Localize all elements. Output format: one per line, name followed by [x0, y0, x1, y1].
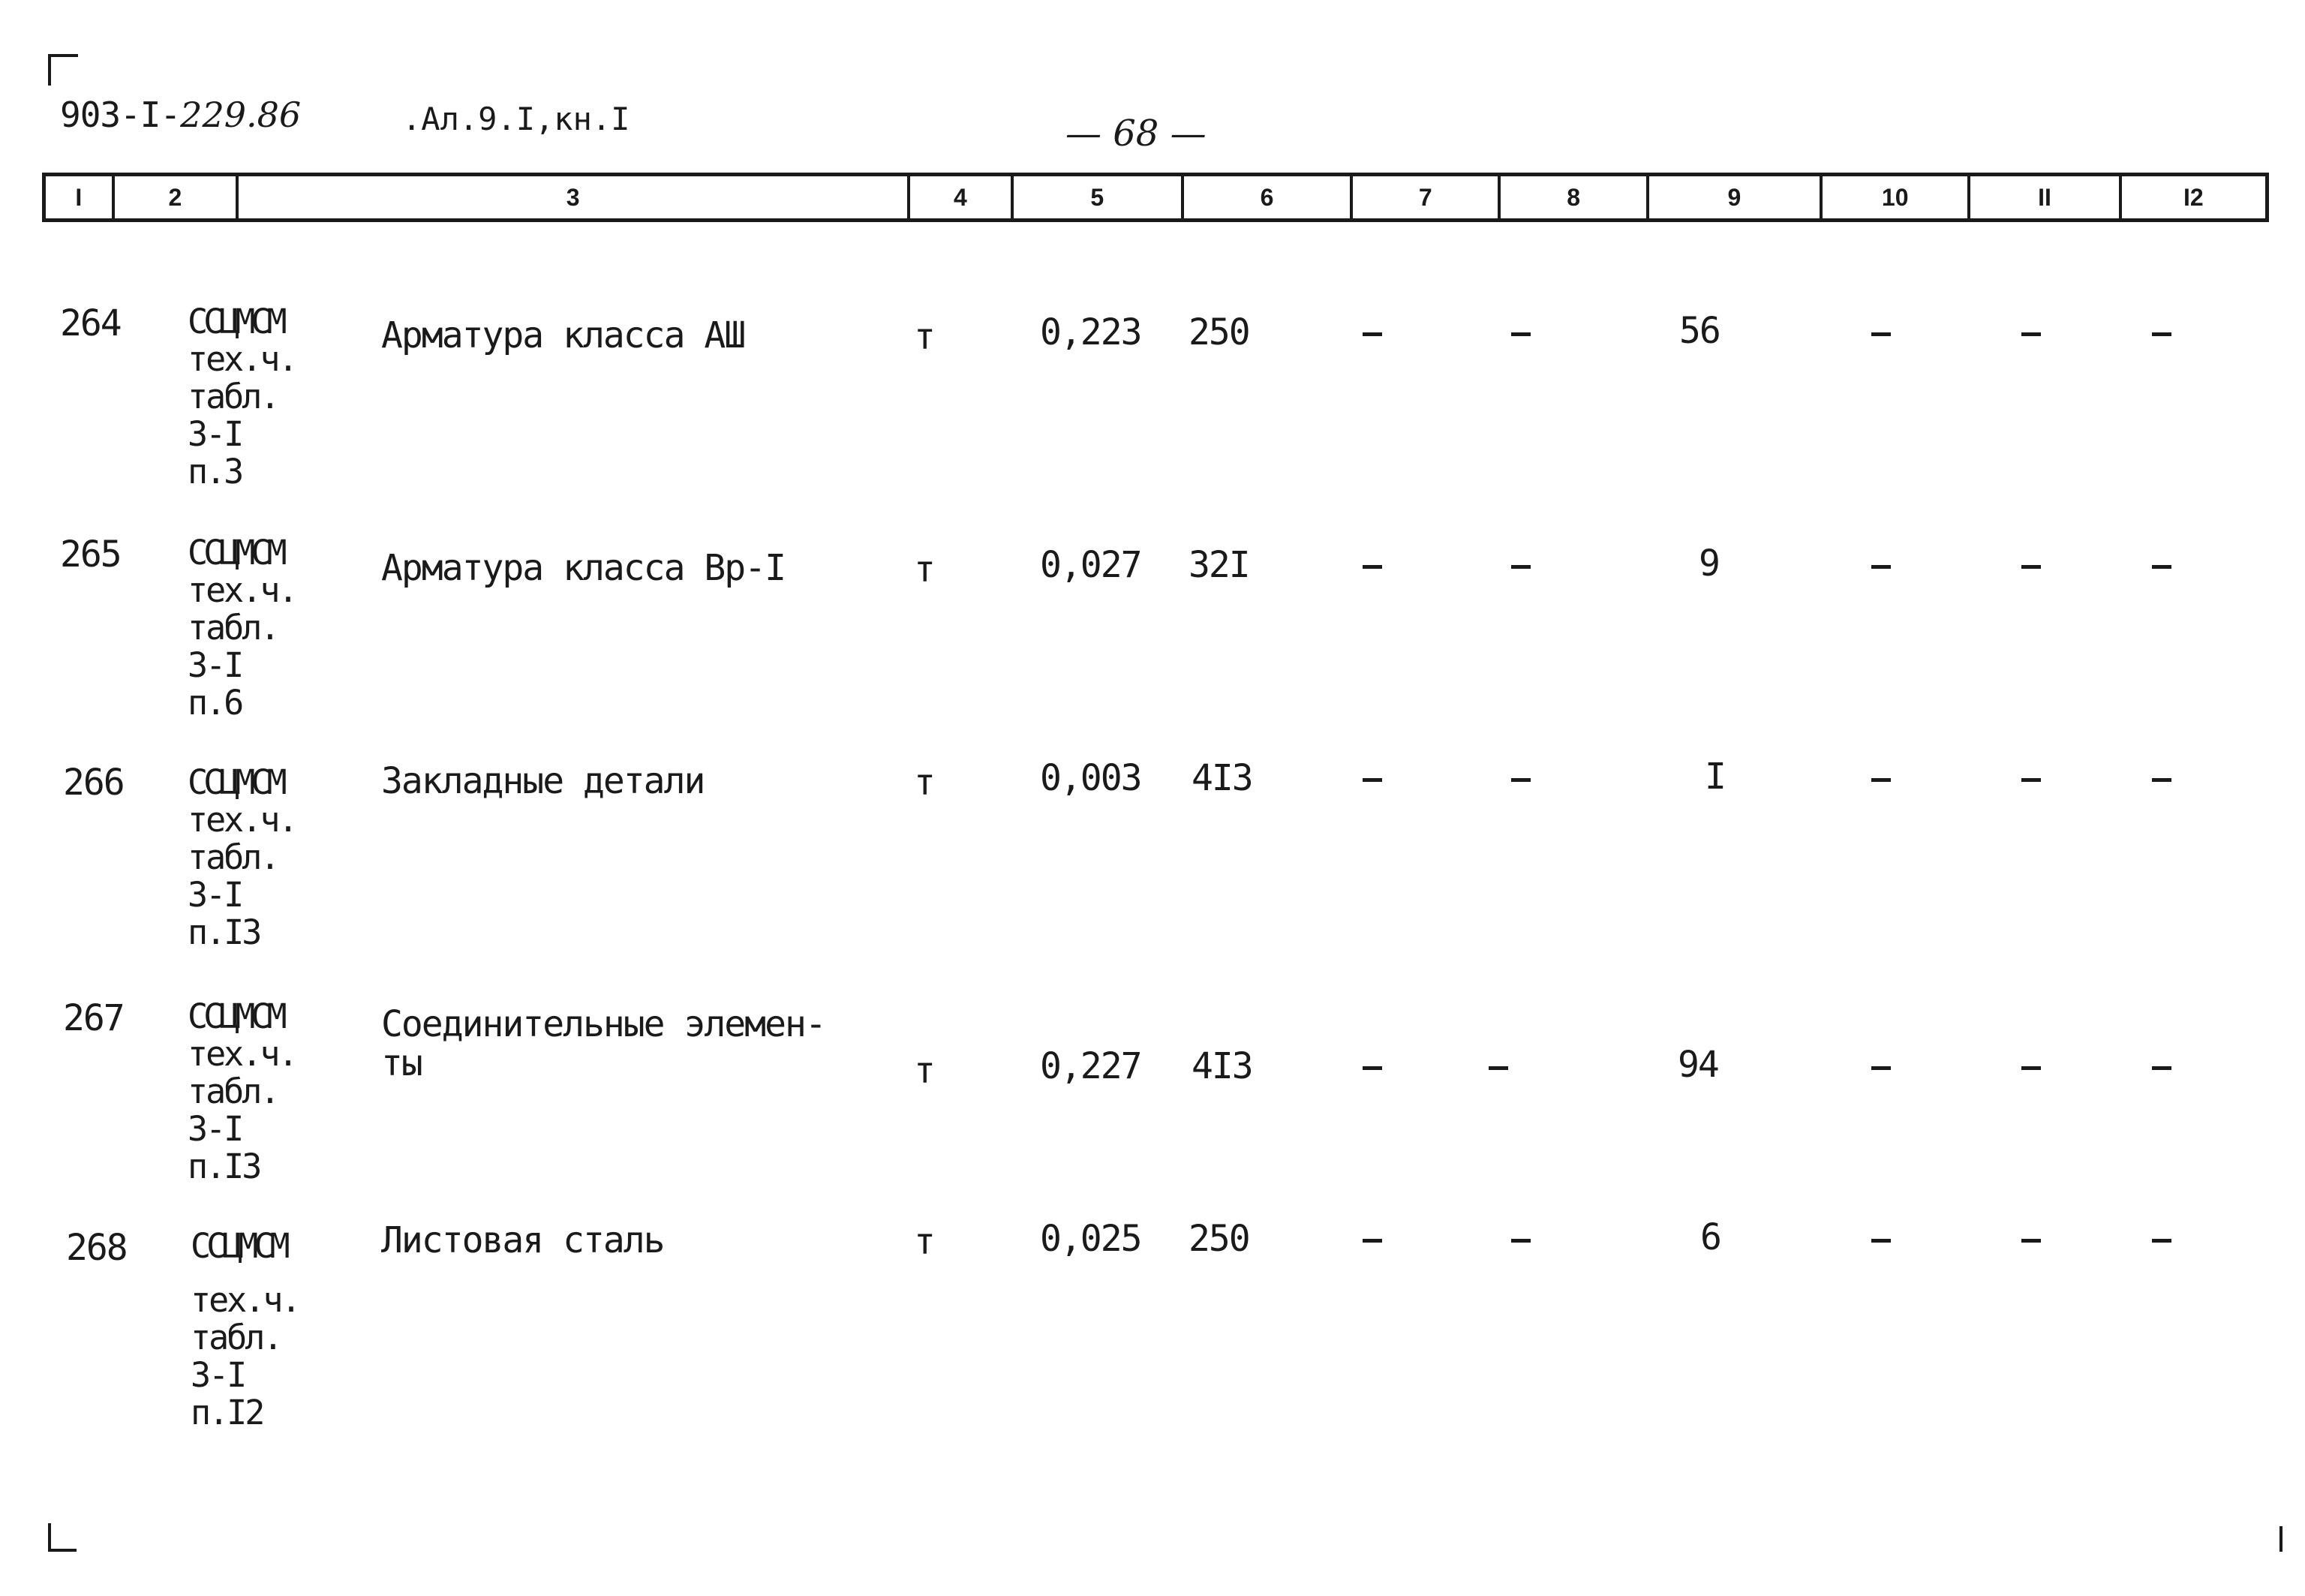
column-6-value: 250 [1189, 311, 1249, 353]
norm-reference-line: тех.ч. [188, 570, 296, 610]
column-6-value: 32I [1189, 544, 1249, 586]
empty-dash [1871, 1239, 1891, 1243]
unit: т [914, 316, 936, 358]
row-number: 264 [60, 302, 121, 344]
norm-reference-line: ССЦМСМ [191, 1226, 286, 1266]
empty-dash [1511, 332, 1531, 336]
column-9-value: 9 [1699, 543, 1719, 585]
column-header: I2 [2119, 176, 2265, 218]
page-number: — 68 — [1065, 113, 1207, 155]
norm-reference-line: 3-I [188, 414, 242, 454]
row-number: 267 [63, 997, 124, 1039]
norm-reference-line: п.3 [188, 452, 242, 491]
column-9-value: 6 [1700, 1216, 1720, 1258]
document-code-handwritten: 229.86 [180, 95, 302, 135]
empty-dash [2021, 565, 2041, 569]
norm-reference-line: тех.ч. [188, 339, 296, 379]
quantity: 0,027 [1040, 544, 1141, 586]
empty-dash [1363, 1239, 1382, 1243]
norm-reference [188, 764, 296, 951]
empty-dash [2152, 332, 2171, 336]
empty-dash [2021, 1066, 2041, 1070]
column-header: 8 [1498, 176, 1645, 218]
row-number: 266 [63, 762, 124, 804]
sheet-reference: .Ал.9.I,кн.I [402, 101, 630, 137]
column-header: 10 [1820, 176, 1967, 218]
corner-mark-top-left [48, 54, 78, 86]
row-number: 268 [66, 1227, 127, 1269]
document-code-prefix: 903-I- [60, 95, 181, 135]
column-header-row [42, 173, 2269, 222]
column-6-value: 250 [1189, 1218, 1249, 1260]
empty-dash [1871, 332, 1891, 336]
norm-reference [188, 998, 296, 1186]
unit: т [914, 549, 936, 591]
norm-reference-line: тех.ч. [188, 800, 296, 840]
norm-reference-line: 3-I [188, 645, 242, 685]
norm-reference-line: табл. [188, 1072, 278, 1111]
norm-reference-line: 3-I [188, 875, 242, 915]
item-name: Арматура класса АШ [381, 314, 745, 356]
norm-reference-line: ССЦМСМ [188, 762, 283, 802]
empty-dash [1363, 332, 1382, 336]
norm-reference-line: ССЦМСМ [188, 996, 283, 1036]
column-header: 7 [1350, 176, 1498, 218]
empty-dash [2152, 1239, 2171, 1243]
empty-dash [1871, 778, 1891, 782]
norm-reference-line: табл. [188, 377, 278, 416]
column-header: 2 [112, 176, 236, 218]
empty-dash [2152, 565, 2171, 569]
empty-dash [1363, 565, 1382, 569]
item-name: Арматура класса Вр-I [381, 547, 785, 589]
unit: т [914, 1050, 936, 1092]
empty-dash [1511, 1239, 1531, 1243]
column-header: I [75, 183, 83, 211]
item-name: Листовая сталь [381, 1219, 664, 1261]
empty-dash [1511, 565, 1531, 569]
norm-reference-line: табл. [188, 608, 278, 648]
empty-dash [2152, 778, 2171, 782]
column-header: 4 [907, 176, 1011, 218]
norm-reference-line: тех.ч. [191, 1280, 299, 1320]
column-header: II [1967, 176, 2118, 218]
empty-dash [1871, 565, 1891, 569]
unit: т [914, 1221, 936, 1263]
norm-reference-line: п.I3 [188, 912, 260, 952]
corner-mark-bottom-right [2279, 1526, 2282, 1552]
norm-reference [191, 1228, 299, 1432]
empty-dash [2021, 332, 2041, 336]
empty-dash [2152, 1066, 2171, 1070]
item-name: Закладные детали [381, 760, 705, 802]
norm-reference-line: п.I3 [188, 1147, 260, 1186]
norm-reference-line: табл. [188, 837, 278, 877]
norm-reference-line: 3-I [191, 1355, 245, 1395]
row-number: 265 [60, 534, 121, 576]
empty-dash [1363, 778, 1382, 782]
item-name-continued: ты [381, 1042, 422, 1084]
norm-reference-line: тех.ч. [188, 1034, 296, 1074]
norm-reference [188, 303, 296, 491]
norm-reference-line: п.6 [188, 683, 242, 723]
column-6-value: 4I3 [1192, 757, 1252, 799]
norm-reference-line: 3-I [188, 1109, 242, 1149]
norm-reference-line: табл. [191, 1318, 281, 1357]
column-header: 3 [236, 176, 907, 218]
document-code [60, 95, 301, 135]
empty-dash [1489, 1066, 1508, 1070]
column-header: 5 [1011, 176, 1181, 218]
quantity: 0,227 [1040, 1045, 1141, 1087]
norm-reference [188, 534, 296, 722]
column-6-value: 4I3 [1192, 1045, 1252, 1087]
column-header: 6 [1181, 176, 1350, 218]
quantity: 0,223 [1040, 311, 1141, 353]
norm-reference-line: п.I2 [191, 1393, 263, 1432]
item-name: Соединительные элемен- [381, 1003, 825, 1045]
unit: т [914, 762, 936, 804]
empty-dash [1511, 778, 1531, 782]
column-header: 9 [1646, 176, 1820, 218]
empty-dash [2021, 778, 2041, 782]
column-9-value: 56 [1679, 310, 1720, 352]
empty-dash [1363, 1066, 1382, 1070]
corner-mark-bottom-left [48, 1523, 77, 1552]
column-9-value: I [1705, 756, 1725, 798]
column-9-value: 94 [1678, 1044, 1718, 1086]
quantity: 0,003 [1040, 757, 1141, 799]
empty-dash [2021, 1239, 2041, 1243]
norm-reference-line: ССЦМСМ [188, 533, 283, 573]
empty-dash [1871, 1066, 1891, 1070]
norm-reference-line: ССЦМСМ [188, 302, 283, 341]
quantity: 0,025 [1040, 1218, 1141, 1260]
